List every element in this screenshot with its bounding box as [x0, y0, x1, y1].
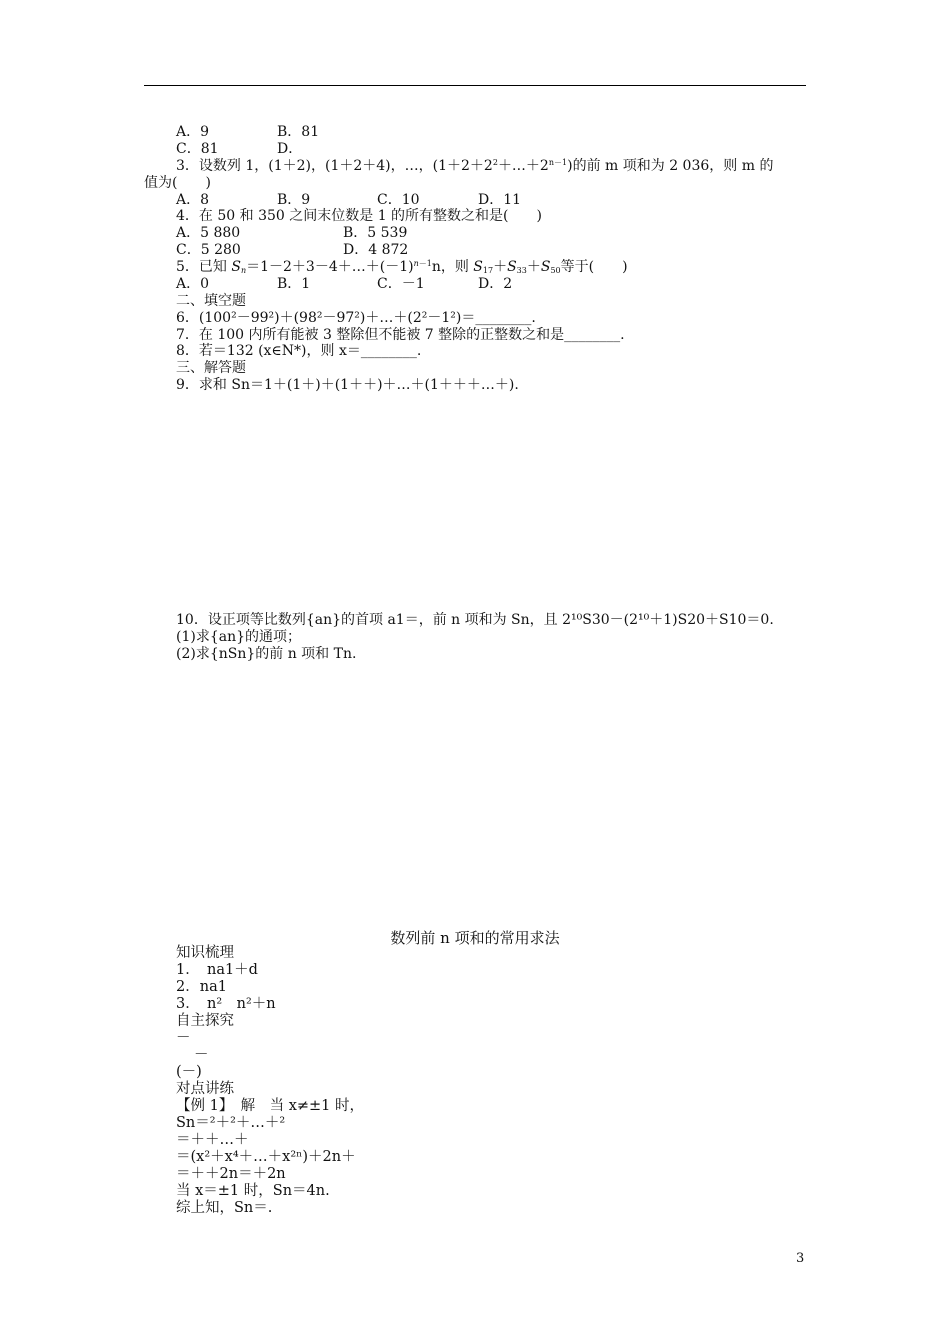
solution-line-1: Sn＝²＋²＋…＋²	[176, 1115, 286, 1131]
q3-option-a: A．8	[176, 192, 210, 208]
q10-part2: (2)求{nSn}的前 n 项和 Tn.	[176, 646, 357, 662]
q3-option-c: C．10	[377, 192, 420, 208]
q10-part1: (1)求{an}的通项；	[176, 629, 302, 645]
q10-stem: 10．设正项等比数列{an}的首项 a1＝，前 n 项和为 Sn，且 2¹⁰S30－(2¹⁰＋1)S20＋S10＝0.	[176, 612, 774, 628]
q3-option-b: B．9	[277, 192, 311, 208]
page-number: 3	[796, 1251, 805, 1266]
q4-option-a: A．5 880	[176, 225, 241, 241]
explore-dash-2: －	[194, 1047, 209, 1063]
explore-paren: (－)	[176, 1064, 202, 1080]
q2-option-a: A．9	[176, 124, 210, 140]
solution-line-4: ＝＋＋2n＝＋2n	[176, 1166, 286, 1182]
q6-stem: 6．(100²－99²)＋(98²－97²)＋…＋(2²－1²)＝________.	[176, 310, 536, 326]
q7-stem: 7．在 100 内所有能被 3 整除但不能被 7 整除的正整数之和是________.	[176, 327, 625, 343]
q5-option-b: B．1	[277, 276, 311, 292]
solution-line-5: 当 x＝±1 时，Sn＝4n.	[176, 1183, 330, 1199]
q3-option-d: D．11	[478, 192, 522, 208]
q5-option-a: A．0	[176, 276, 210, 292]
solution-line-3: ＝(x²＋x⁴＋…＋x²ⁿ)＋2n＋	[176, 1149, 356, 1165]
q4-option-c: C．5 280	[176, 242, 241, 258]
knowledge-item-2: 2．na1	[176, 979, 227, 995]
q2-option-d: D．	[277, 141, 303, 157]
q2-option-b: B．81	[277, 124, 320, 140]
q8-stem: 8．若＝132 (x∈N*)，则 x＝________.	[176, 343, 422, 359]
q4-option-b: B．5 539	[343, 225, 408, 241]
q3-stem: 3．设数列 1，(1＋2)，(1＋2＋4)，…，$(1+2+2^2+\dots+2^{n-1})$的前 m 项和为 2 036，则 m 的	[176, 158, 774, 174]
q4-stem: 4．在 50 和 350 之间末位数是 1 的所有整数之和是( )	[176, 208, 542, 224]
q5-stem: 5．已知 $S_n=1-2+3-4+\dots+(-1)^{n-1}n$，则 $S_{17}+S_{33}+S_{50}$等于( )	[176, 259, 628, 275]
practice-heading: 对点讲练	[176, 1081, 234, 1097]
q9-stem: 9．求和 Sn＝1＋(1＋)＋(1＋＋)＋…＋(1＋＋＋…＋).	[176, 377, 519, 393]
explore-dash-1: －	[176, 1030, 191, 1046]
explore-heading: 自主探究	[176, 1013, 234, 1029]
solution-line-6: 综上知，Sn＝.	[176, 1200, 273, 1216]
example-1-heading: 【例 1】 解 当 x≠±1 时，	[176, 1098, 365, 1114]
q4-option-d: D．4 872	[343, 242, 409, 258]
knowledge-item-1: 1． na1＋d	[176, 962, 258, 978]
header-rule	[144, 85, 806, 86]
knowledge-item-3: 3． n² n²＋n	[176, 996, 276, 1012]
section-fill-in-heading: 二、填空题	[176, 293, 246, 309]
answers-title: 数列前 n 项和的常用求法	[390, 929, 560, 947]
solution-line-2: ＝＋＋…＋	[176, 1132, 249, 1148]
knowledge-heading: 知识梳理	[176, 945, 234, 961]
q2-option-c: C．81	[176, 141, 219, 157]
section-solve-heading: 三、解答题	[176, 360, 246, 376]
q5-option-d: D．2	[478, 276, 513, 292]
q5-option-c: C．－1	[377, 276, 425, 292]
q3-stem-line2: 值为( )	[144, 175, 211, 191]
